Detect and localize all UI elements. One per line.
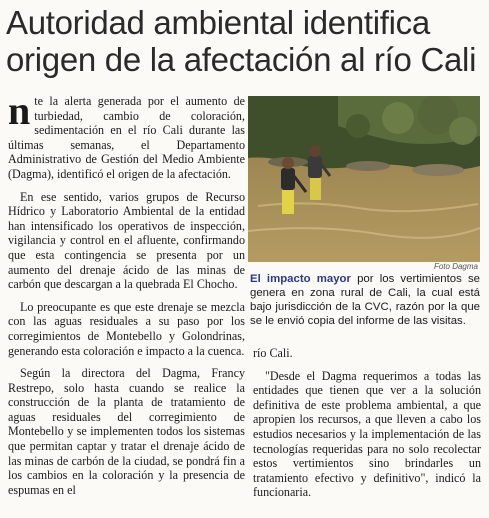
headline	[6, 4, 486, 78]
article-column-1	[8, 88, 245, 497]
paragraph-5: "Desde el Dagma requerimos a todas las entidades que tienen que ver a la solución definitiva de este problema ambiental, a que apropien los recursos, a que lleven a cabo los estudios necesarios y la implementación de las tecnologías requeridas para no solo recolectar estos vertimientos sino brindarles un tratamiento efectivo y definitivo", indicó la funcionaria.	[253, 368, 481, 500]
drop-cap: n	[8, 88, 31, 133]
headline-line-1: Autoridad ambiental identifica	[6, 4, 430, 41]
paragraph-4: Según la directora del Dagma, Francy Restrepo, solo hasta cuando se realice la construcción de la planta de tratamiento de aguas residuales del corregimiento de Montebello y se implementen todos los sistemas que permitan captar y tratar el drenaje ácido de las minas de carbón de la ciudad, se pondrá fin a los cambios en la coloración y la presencia de espumas en el	[8, 366, 245, 497]
paragraph-2: En ese sentido, varios grupos de Recurso Hídrico y Laboratorio Ambiental de la entidad han intensificado los operativos de inspección, vigilancia y control en el afluente, confirmando que esta contingencia se presenta por un aumento del drenaje ácido de las minas de carbón que descargan a la quebrada El Chocho.	[8, 189, 245, 292]
caption-lead: El impacto mayor	[250, 273, 351, 285]
headline-line-2: origen de la afectación al río Cali	[6, 41, 477, 78]
paragraph-1: nte la alerta generada por el aumento de turbiedad, cambio de coloración, sedimentación en el río Cali durante las últimas semanas, el Departamento Administrativo de Gestión del Medio Ambiente (Dagma), identificó el origen de la afectación.	[8, 88, 245, 181]
photo-caption	[250, 272, 480, 328]
article-column-2	[253, 346, 481, 500]
river-photo	[248, 96, 480, 262]
paragraph-4-continued: río Cali.	[253, 346, 293, 360]
photo-credit: Foto Dagma	[433, 262, 478, 271]
caption-text: por los vertimientos se genera en zona rural de Cali, la cual está bajo jurisdicción de la CVC, razón por la que se le envió copia del informe de las visitas.	[250, 273, 481, 327]
paragraph-3: Lo preocupante es que este drenaje se mezcla con las aguas residuales a su paso por los corregimientos de Montebello y Golondrinas, generando esta coloración e impacto a la cuenca.	[8, 299, 245, 358]
